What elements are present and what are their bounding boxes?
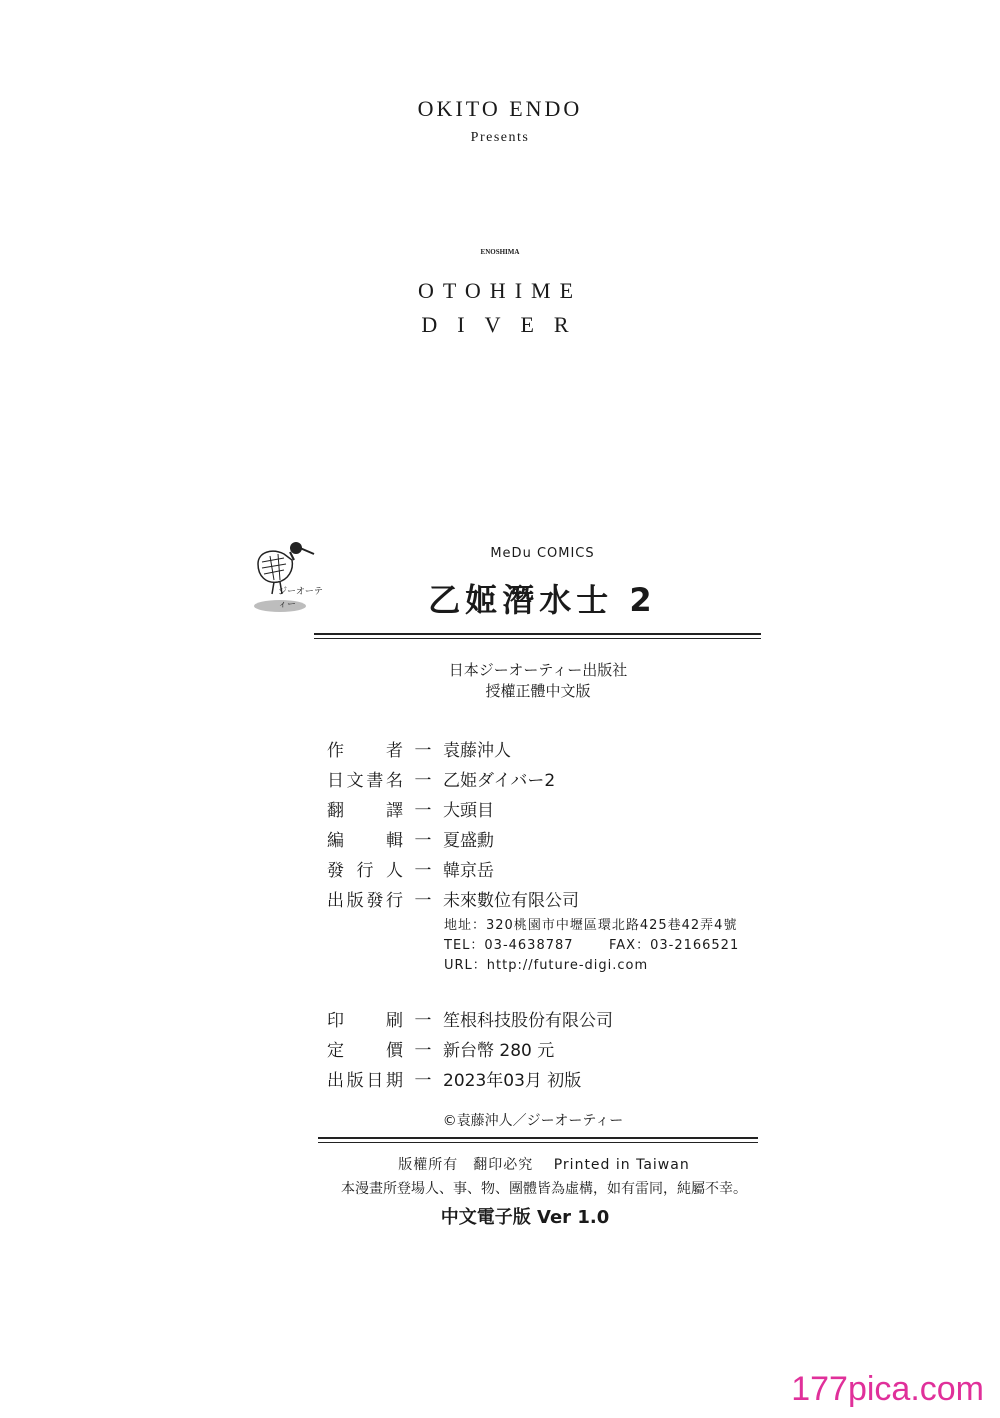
- credit-label: 日 文 書 名: [327, 771, 403, 791]
- imprint-label: MeDu COMICS: [490, 546, 595, 561]
- license-line1: 日本ジーオーティー出版社: [448, 661, 628, 679]
- disclaimer: 本漫畫所登場人、事、物、團體皆為虛構，如有雷同，純屬不幸。: [341, 1181, 747, 1197]
- credit-value: 袁藤沖人: [443, 741, 511, 761]
- credit-row: [327, 766, 579, 796]
- credit-label: 翻 譯: [327, 801, 403, 821]
- credit-label: 作 者: [327, 741, 403, 761]
- divider-bottom-thin: [318, 1142, 758, 1143]
- credit-row: [327, 886, 579, 916]
- credit-separator: 一: [414, 741, 432, 761]
- credits-list-2: [327, 1006, 613, 1096]
- credit-value: 未來數位有限公司: [443, 891, 579, 911]
- website-url: URL：http://future-digi.com: [444, 958, 649, 973]
- fax: FAX：03-2166521: [609, 938, 740, 953]
- book-title: 乙姬潛水士 2: [428, 581, 657, 619]
- credit-separator: 一: [414, 861, 432, 881]
- license-line2: 授權正體中文版: [485, 682, 591, 700]
- divider-top-thick: [314, 633, 761, 635]
- credit-separator: 一: [414, 771, 432, 791]
- credit-value: 大頭目: [443, 801, 494, 821]
- credit-value: 新台幣 280 元: [443, 1041, 555, 1061]
- phone-fax-row: [444, 936, 739, 956]
- credit-label: 出 版 日 期: [327, 1071, 403, 1091]
- credit-row: [327, 736, 579, 766]
- credit-value: 笙根科技股份有限公司: [443, 1011, 613, 1031]
- credit-row: [327, 1006, 613, 1036]
- credits-list: [327, 736, 579, 916]
- credit-separator: 一: [414, 831, 432, 851]
- emblem-label: ENOSHIMA: [480, 248, 520, 256]
- credit-label: 印 刷: [327, 1011, 403, 1031]
- credit-value: 2023年03月 初版: [443, 1071, 582, 1091]
- credit-separator: 一: [414, 1041, 432, 1061]
- credit-row: [327, 796, 579, 826]
- credit-label: 編 輯: [327, 831, 403, 851]
- credit-row: [327, 1066, 613, 1096]
- copyright-notice: ©袁藤沖人／ジーオーティー: [442, 1113, 624, 1129]
- credit-row: [327, 826, 579, 856]
- credit-separator: 一: [414, 1011, 432, 1031]
- credit-row: [327, 856, 579, 886]
- credit-value: 乙姫ダイバー2: [443, 771, 556, 791]
- presents-label: Presents: [470, 130, 530, 145]
- site-watermark: 177pica.com: [791, 1370, 984, 1408]
- credit-row: [327, 1036, 613, 1066]
- author-name-en: OKITO ENDO: [417, 96, 583, 121]
- credit-label: 出 版 發 行: [327, 891, 403, 911]
- address-line: 地址：320桃園市中壢區環北路425巷42弄4號: [444, 918, 738, 933]
- credit-label: 發 行 人: [327, 861, 403, 881]
- credit-label: 定 價: [327, 1041, 403, 1061]
- divider-bottom-thick: [318, 1137, 758, 1139]
- credit-value: 韓京岳: [443, 861, 494, 881]
- title-en-line1: OTOHIME: [417, 278, 583, 303]
- telephone: TEL：03-4638787: [444, 938, 574, 953]
- mascot-caption: ジーオーティー: [278, 587, 323, 610]
- rights-notice: 版權所有 翻印必究 Printed in Taiwan: [398, 1157, 690, 1173]
- license-block: [0, 660, 1000, 702]
- credit-value: 夏盛勳: [443, 831, 494, 851]
- credit-separator: 一: [414, 891, 432, 911]
- credit-separator: 一: [414, 801, 432, 821]
- edition-label: 中文電子版 Ver 1.0: [440, 1207, 610, 1228]
- credit-separator: 一: [414, 1071, 432, 1091]
- divider-top-thin: [314, 638, 761, 639]
- title-en-line2: DIVER: [421, 312, 589, 337]
- address-block: [444, 916, 739, 976]
